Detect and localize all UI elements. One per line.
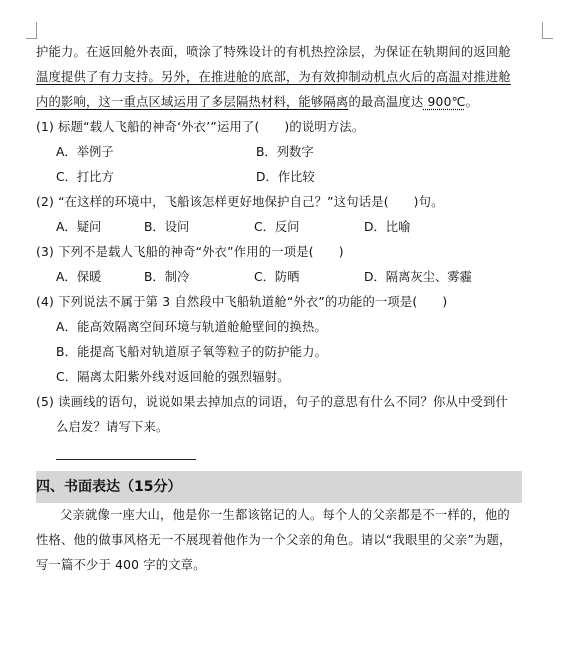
page-corner-mark-right	[542, 22, 553, 39]
answer-blank-line[interactable]	[36, 440, 542, 465]
question-2-stem: (2) “在这样的环境中，飞船该怎样更好地保护自己？”这句话是( )句。	[36, 195, 444, 209]
question-2-options	[36, 215, 542, 240]
q1-option-b: B．列数字	[256, 145, 314, 159]
section-heading: 四、书面表达（15分）	[36, 471, 522, 503]
q2-option-b: B．设问	[144, 220, 190, 234]
writing-prompt-line-2: 性格、他的做事风格无一不展现着他作为一个父亲的角色。请以“我眼里的父亲”为题，	[36, 533, 512, 547]
passage-line-3	[36, 90, 542, 115]
writing-prompt-line-3: 写一篇不少于 400 字的文章。	[36, 558, 206, 572]
q3-option-a: A．保暖	[56, 270, 102, 284]
q1-option-c: C．打比方	[56, 170, 114, 184]
dotted-term: 900℃	[423, 95, 466, 109]
page-corner-mark-left	[26, 22, 37, 39]
question-5-line-2: 么启发？请写下来。	[56, 420, 169, 434]
passage-line-2	[36, 65, 542, 90]
question-1-stem: (1) 标题“载人飞船的神奇‘外衣’”运用了( )的说明方法。	[36, 120, 365, 134]
writing-prompt	[36, 503, 542, 578]
underlined-sentence: 内的影响，这一重点区域运用了多层隔热材料，能够隔离	[36, 95, 349, 109]
q2-option-c: C．反问	[254, 220, 300, 234]
question-3-stem: (3) 下列不是载人飞船的神奇“外衣”作用的一项是( )	[36, 245, 344, 259]
passage-line-3-end: 。	[465, 95, 479, 109]
q4-option-c: C．隔离太阳紫外线对返回舱的强烈辐射。	[56, 370, 290, 384]
passage-line-3-text: 的最高温度达	[348, 95, 424, 109]
q2-option-a: A．疑问	[56, 220, 102, 234]
q2-option-d: D．比喻	[364, 220, 411, 234]
q3-option-d: D．隔离灰尘、雾霾	[364, 270, 472, 284]
question-3-options	[36, 265, 542, 290]
passage-line-2-text: 温度提供了有力支持。另外，在推进舱的底部，为有效抑制动机点火后的高温对推进舱	[36, 70, 511, 84]
passage-line-1: 护能力。在返回舱外表面，喷涂了特殊设计的有机热控涂层，为保证在轨期间的返回舱	[36, 45, 511, 59]
question-4-stem: (4) 下列说法不属于第 3 自然段中飞船轨道舱“外衣”的功能的一项是( )	[36, 295, 448, 309]
q4-option-a: A．能高效隔离空间环境与轨道舱舱壁间的换热。	[56, 320, 328, 334]
question-1-options-row-2	[36, 165, 542, 190]
q1-option-d: D．作比较	[256, 170, 315, 184]
q4-option-b: B．能提高飞船对轨道原子氧等粒子的防护能力。	[56, 345, 328, 359]
question-5-line-1: (5) 读画线的语句，说说如果去掉加点的词语，句子的意思有什么不同？你从中受到什	[36, 395, 509, 409]
question-1-options-row-1	[36, 140, 542, 165]
writing-prompt-line-1: 父亲就像一座大山，他是你一生都该铭记的人。每个人的父亲都是不一样的，他的	[60, 508, 510, 522]
document-page	[36, 40, 542, 578]
q3-option-c: C．防晒	[254, 270, 300, 284]
q1-option-a: A．举例子	[56, 145, 114, 159]
q3-option-b: B．制冷	[144, 270, 190, 284]
